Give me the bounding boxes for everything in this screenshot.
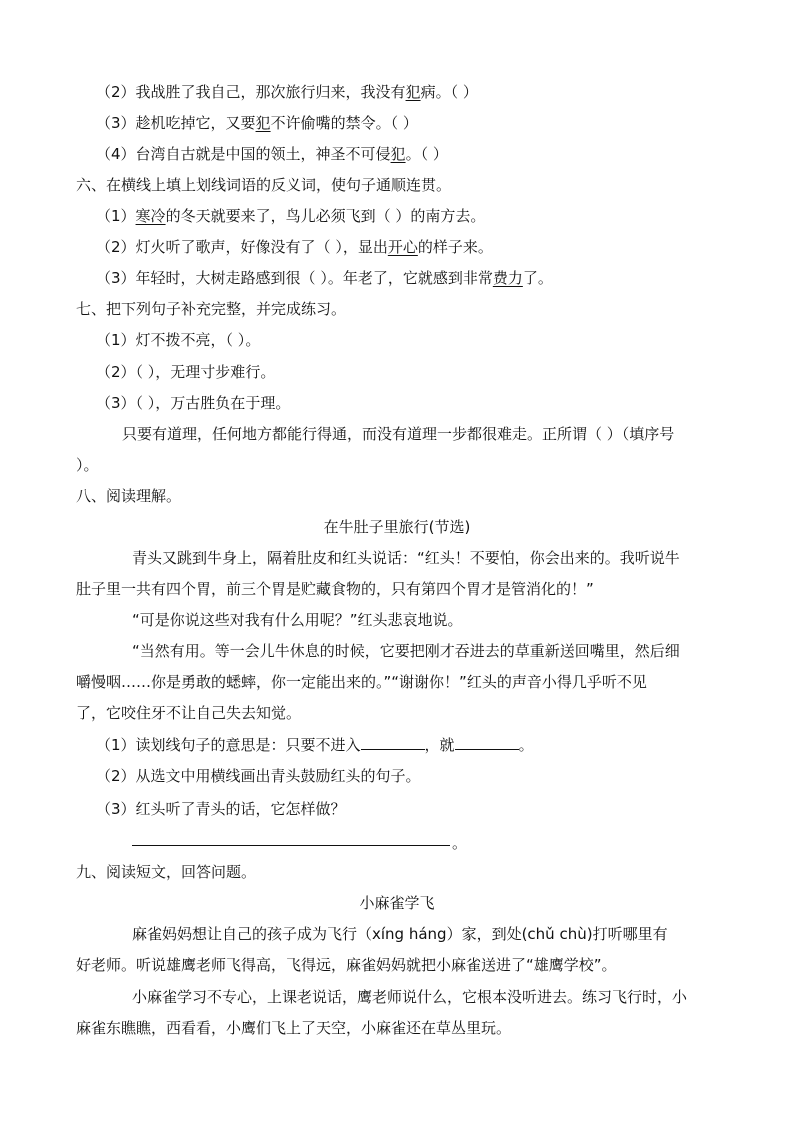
- s7-question-2[interactable]: （2）（ ），无理寸步难行。: [96, 363, 276, 381]
- s8-question-3: （3）红头听了青头的话，它怎样做？: [96, 800, 346, 818]
- s5-q2-blank[interactable]: 病。（ ）: [420, 83, 478, 101]
- s6-question-2: [96, 237, 493, 257]
- s9-passage-title: 小麻雀学飞: [359, 894, 435, 912]
- s5-question-2: [96, 82, 478, 102]
- s6-heading: 六、在横线上填上划线词语的反义词，使句子通顺连贯。: [76, 176, 452, 194]
- s8-question-2: （2）从选文中用横线画出青头鼓励红头的句子。: [96, 767, 421, 785]
- s5-q4-underlined: 犯: [390, 145, 406, 163]
- s6-q2-underlined: 开心: [387, 238, 418, 256]
- s6-q3-blank[interactable]: （3）年轻时，大树走路感到很（ ）。年老了，它就感到非常: [96, 269, 493, 287]
- s5-question-3: [96, 113, 418, 133]
- s9-p1-line-1[interactable]: 麻雀妈妈想让自己的孩子成为飞行（xíng háng）家，到处(chǔ chù)打听哪里有: [132, 925, 668, 943]
- s6-q2-blank[interactable]: （2）灯火听了歌声，好像没有了（ ），显出: [96, 238, 388, 256]
- s8-p1-line-1: 青头又跳到牛身上，隔着肚皮和红头说话：“红头！不要怕，你会出来的。我听说牛: [132, 549, 680, 567]
- s7-question-3[interactable]: （3）（ ），万古胜负在于理。: [96, 394, 291, 412]
- s5-q3-text: （3）趁机吃掉它，又要: [96, 114, 256, 132]
- s9-p2-line-1: 小麻雀学习不专心，上课老说话，鹰老师说什么，它根本没听进去。练习飞行时，小: [132, 988, 688, 1006]
- s7-question-1[interactable]: （1）灯不拨不亮，（ ）。: [96, 331, 261, 349]
- s7-paragraph-line-1[interactable]: 只要有道理，任何地方都能行得通，而没有道理一步都很难走。正所谓（ ）（填序号: [122, 425, 675, 443]
- s9-p2-line-2: 麻雀东瞧瞧，西看看，小鹰们飞上了天空，小麻雀还在草丛里玩。: [76, 1019, 512, 1037]
- s5-q3-underlined: 犯: [255, 114, 271, 132]
- s8-q3-answer-end: 。: [452, 834, 468, 852]
- s6-question-1: [96, 206, 485, 226]
- s5-q2-underlined: 犯: [405, 83, 421, 101]
- s8-q1-mid: ，就: [424, 736, 455, 754]
- s8-q3-answer-line[interactable]: [132, 845, 450, 846]
- s8-passage-title: 在牛肚子里旅行(节选): [323, 518, 471, 536]
- s8-heading: 八、阅读理解。: [76, 487, 182, 505]
- s6-q3-text: 了。: [522, 269, 553, 287]
- s5-question-4: [96, 144, 448, 164]
- s5-q4-blank[interactable]: 。（ ）: [405, 145, 448, 163]
- s7-heading: 七、把下列句子补充完整，并完成练习。: [76, 300, 347, 318]
- s8-q1-blank-2[interactable]: [455, 735, 519, 750]
- s9-heading: 九、阅读短文，回答问题。: [76, 863, 257, 881]
- s8-p3-line-3: 了，它咬住牙不让自己失去知觉。: [76, 704, 302, 722]
- s9-p1-line-2: 好老师。听说雄鹰老师飞得高，飞得远，麻雀妈妈就把小麻雀送进了“雄鹰学校”。: [76, 956, 617, 974]
- s8-p3-line-2: 嚼慢咽……你是勇敢的蟋蟀，你一定能出来的。”“谢谢你！”红头的声音小得几乎听不见: [76, 673, 647, 691]
- s8-q1-text: （1）读划线句子的意思是：只要不进入: [96, 736, 361, 754]
- s6-q1-blank[interactable]: 的冬天就要来了，鸟儿必须飞到（ ）的南方去。: [165, 207, 486, 225]
- s6-q2-text: 的样子来。: [417, 238, 493, 256]
- s8-p2: “可是你说这些对我有什么用呢？”红头悲哀地说。: [132, 611, 463, 629]
- s7-paragraph-line-2: ）。: [76, 456, 99, 474]
- s6-q3-underlined: 费力: [492, 269, 523, 287]
- s8-p1-line-2: 肚子里一共有四个胃，前三个胃是贮藏食物的，只有第四个胃才是管消化的！”: [76, 580, 594, 598]
- s6-q1-underlined: 寒冷: [135, 207, 166, 225]
- s5-q4-text: （4）台湾自古就是中国的领土，神圣不可侵: [96, 145, 391, 163]
- s5-q2-text: （2）我战胜了我自己，那次旅行归来，我没有: [96, 83, 406, 101]
- s6-q1-number: （1）: [96, 207, 136, 225]
- s8-question-1: [96, 735, 534, 755]
- s6-question-3: [96, 268, 553, 288]
- s8-q1-blank-1[interactable]: [361, 735, 425, 750]
- s8-q1-end: 。: [518, 736, 534, 754]
- s5-q3-blank[interactable]: 不许偷嘴的禁令。（ ）: [270, 114, 418, 132]
- s8-p3-line-1: “当然有用。等一会儿牛休息的时候，它要把刚才吞进去的草重新送回嘴里，然后细: [132, 642, 680, 660]
